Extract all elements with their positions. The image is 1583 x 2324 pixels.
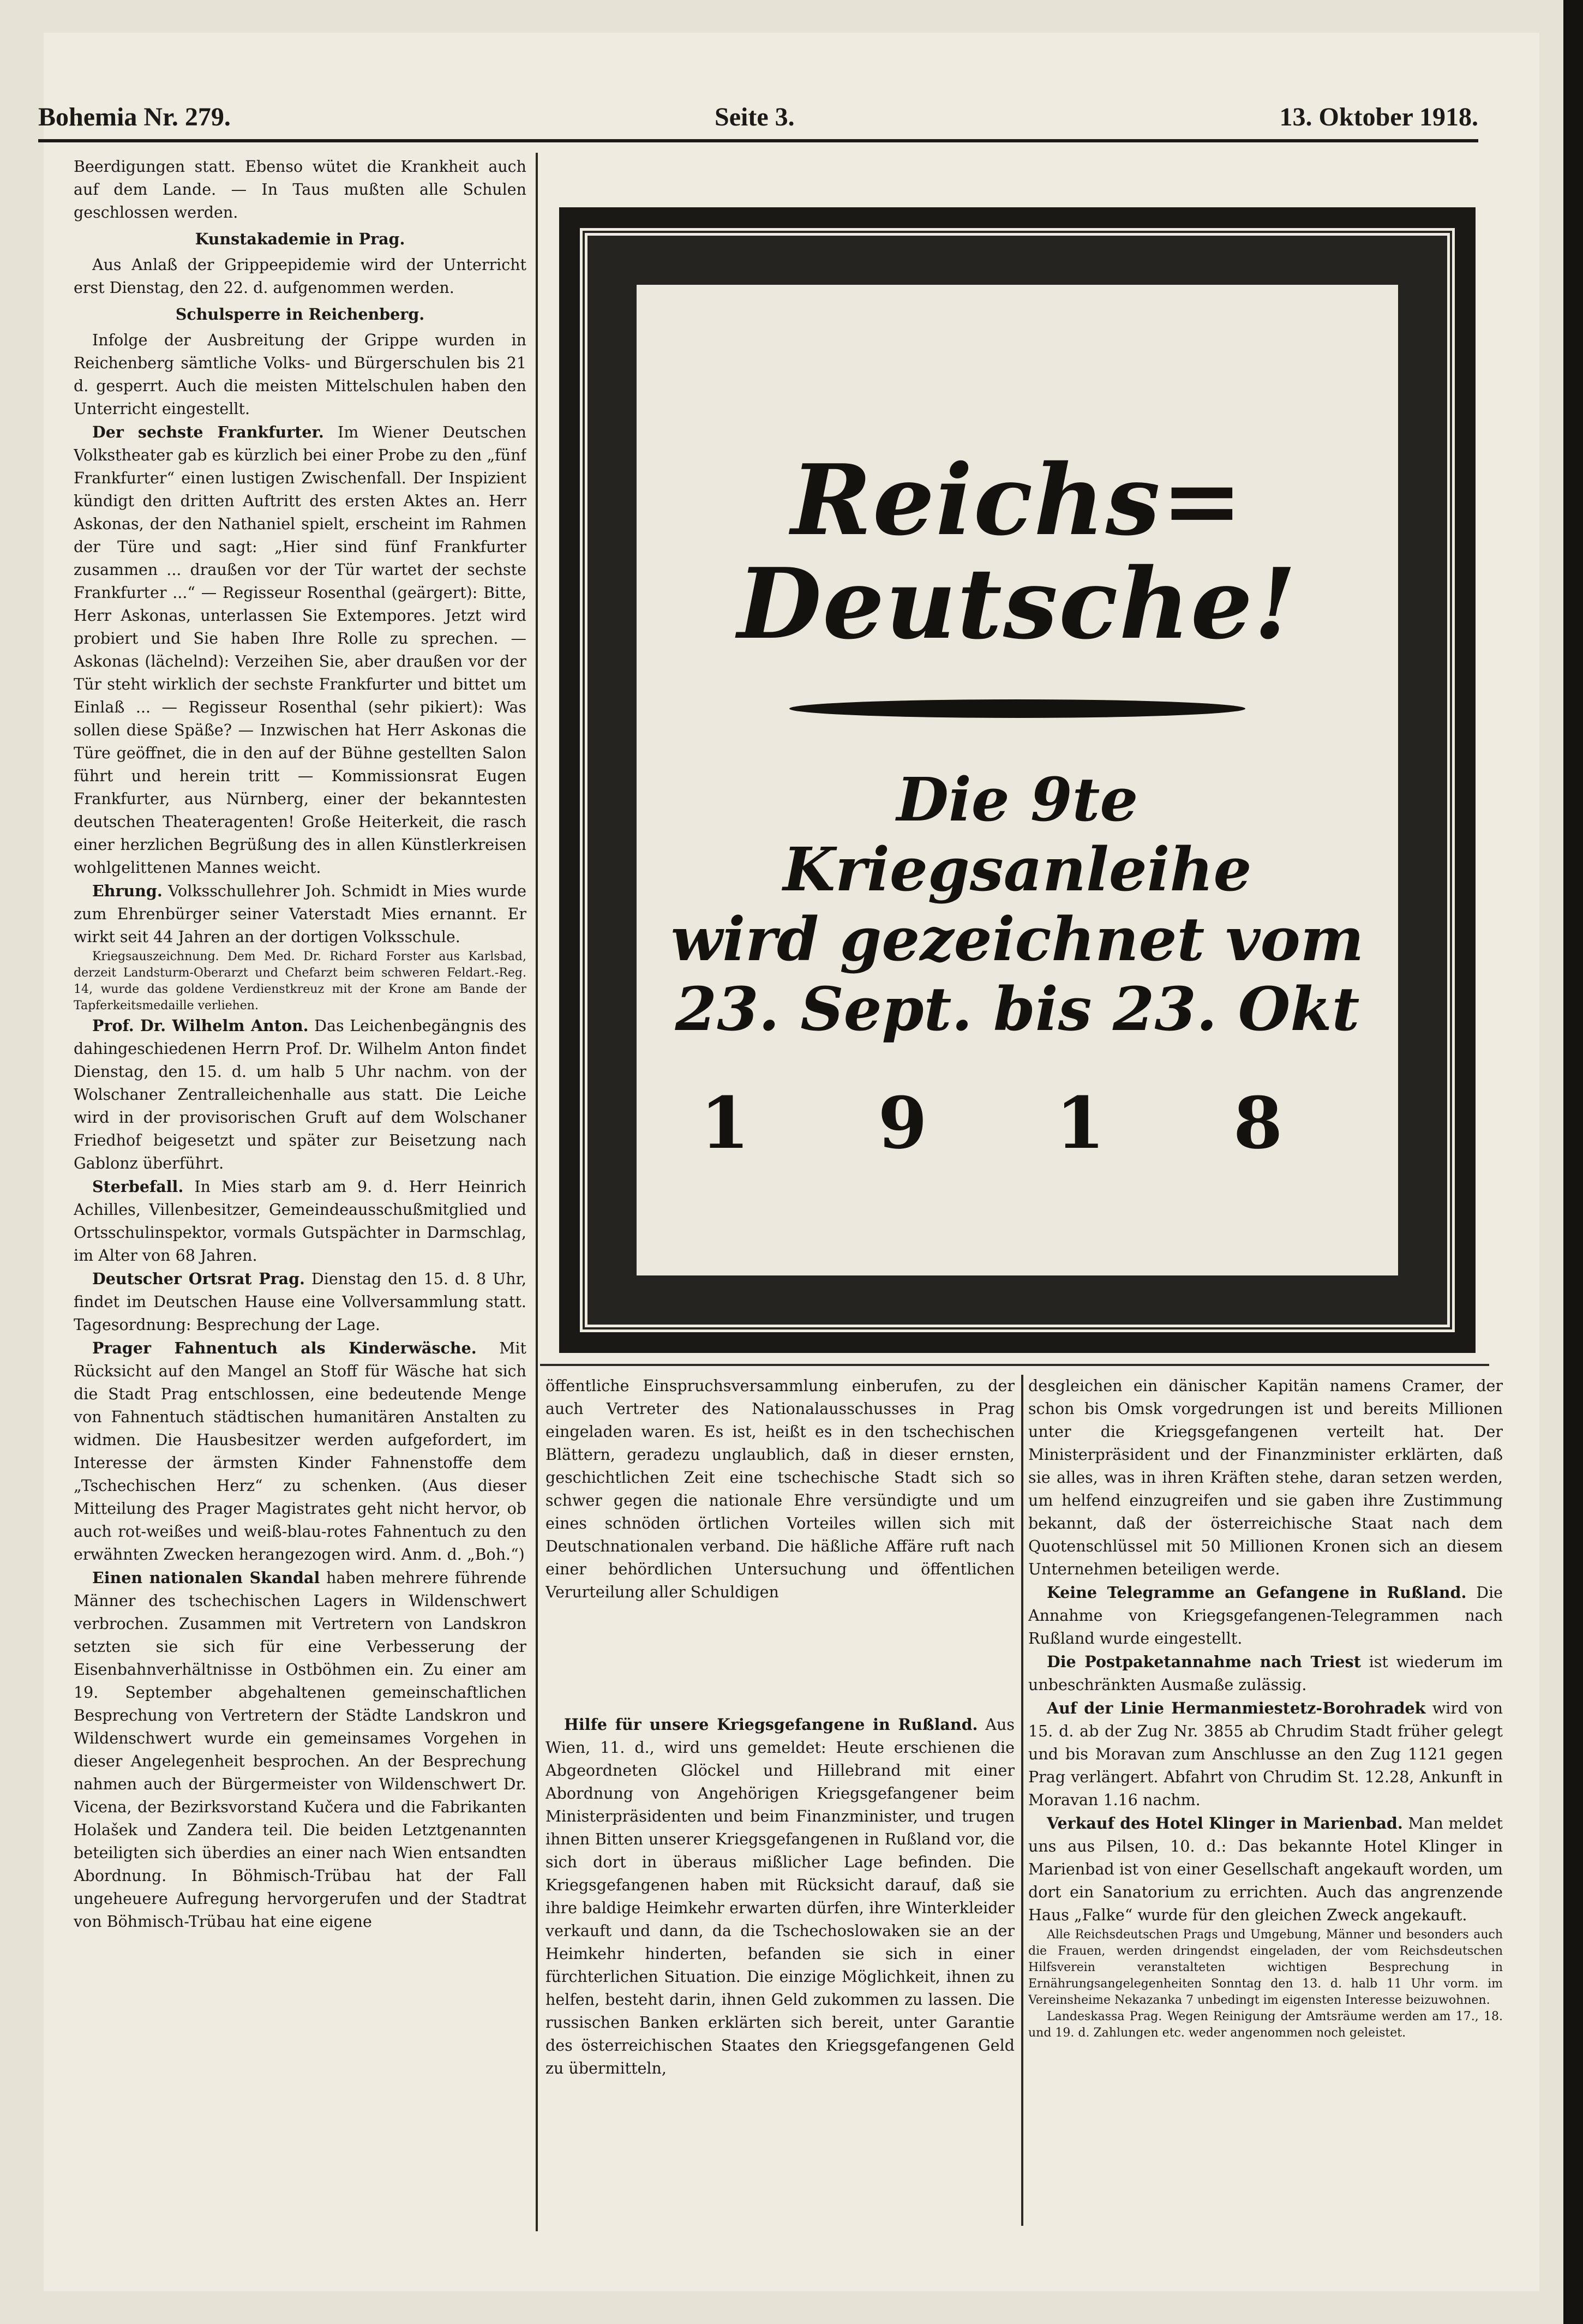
page-header: [38, 95, 1478, 142]
article: [74, 1014, 526, 1175]
article-lead: Prof. Dr. Wilhelm Anton.: [92, 1016, 309, 1035]
article-lead: Auf der Linie Hermanmiestetz-Borohradek: [1047, 1699, 1426, 1717]
article-text: Man meldet uns aus Pilsen, 10. d.: Das bekannte Hotel Klinger in Marienbad ist von einer Gesellschaft angekauft worden, um dort ein Sanatorium zu errichten. Auch das angrenzende Haus „Falke“ wurde für den gleichen Zweck angekauft.: [1028, 1814, 1503, 1924]
ad-subline-line: Die 9te: [896, 764, 1138, 835]
scan-edge: [1563, 0, 1583, 2324]
article-text: Die Annahme von Kriegsgefangenen-Telegrammen nach Rußland wurde eingestellt.: [1028, 1584, 1503, 1648]
article-lead: Die Postpaketannahme nach Triest: [1047, 1652, 1361, 1671]
article: [74, 1566, 526, 1933]
article-text: Im Wiener Deutschen Volkstheater gab es kürzlich bei einer Probe zu den „fünf Frankfurter“ einen lustigen Zwischenfall. Der Inspizient kündigt den dritten Auftritt des ersten Aktes an. Herr Askonas, der den Nathaniel spielt, erscheint im Rahmen der Türe und sagt: „Hier sind fünf Frankfurter zusammen ... draußen vor der Tür wartet der sechste Frankfurter ...“ — Regisseur Rosenthal (geärgert): Bitte, Herr Askonas, unterlassen Sie Extempores. Jetzt wird probiert und Sie haben Ihre Rolle zu sprechen. — Askonas (lächelnd): Verzeihen Sie, aber draußen vor der Tür steht wirklich der sechste Frankfurter und bittet um Einlaß ... — Regisseur Rosenthal (sehr pikiert): Was sollen diese Späße? — Inzwischen hat Herr Askonas die Türe geöffnet, die in den auf der Bühne gestellten Salon führt und herein tritt — Kommissionsrat Eugen Frankfurter, aus Nürnberg, einer der bekanntesten deutschen Theateragenten! Große Heiterkeit, die rasch einer herzlichen Begrüßung des in allen Künstlerkreisen wohlgelittenen Mannes weicht.: [74, 423, 526, 877]
article-lead: Einen nationalen Skandal: [92, 1568, 320, 1587]
article-text: Beerdigungen statt. Ebenso wütet die Krankheit auch auf dem Lande. — In Taus mußten alle Schulen geschlossen werden.: [74, 158, 526, 221]
ad-subline-line: 23. Sept. bis 23. Okt: [675, 974, 1360, 1044]
article: [545, 1713, 1015, 2080]
article-text: wird von 15. d. ab der Zug Nr. 3855 ab Chrudim Stadt früher gelegt und bis Moravan zum Anschlusse an den Zug 1121 gegen Prag verlängert. Abfahrt von Chrudim St. 12.28, Ankunft in Moravan 1.16 nachm.: [1028, 1699, 1503, 1809]
article-lead: Verkauf des Hotel Klinger in Marienbad.: [1047, 1814, 1403, 1832]
ad-subline-line: Kriegsanleihe: [783, 834, 1252, 905]
header-page-number: Seite 3.: [715, 103, 795, 131]
article: [74, 1267, 526, 1337]
column-middle: [545, 1375, 1015, 2226]
ad-headline: [637, 443, 1398, 661]
article-text: Kriegsauszeichnung. Dem Med. Dr. Richard Forster aus Karlsbad, derzeit Landsturm-Oberarzt und Chefarzt beim schweren Feldart.-Reg. 14, wurde das goldene Verdienstkreuz mit der Krone am Bande der Tapferkeitsmedaille verliehen.: [74, 950, 526, 1013]
article-lead: Hilfe für unsere Kriegsgefangene in Rußland.: [564, 1715, 978, 1734]
article: [1028, 1581, 1503, 1650]
article-heading: Schulsperre in Reichenberg.: [175, 305, 425, 324]
ad-panel: [637, 285, 1398, 1275]
article: [1028, 1650, 1503, 1697]
column-rule: [1021, 1375, 1023, 2226]
article: [74, 1175, 526, 1267]
ad-subline-line: wird gezeichnet vom: [670, 904, 1364, 974]
article-lead: Sterbefall.: [92, 1177, 184, 1196]
header-date: 13. Oktober 1918.: [1279, 103, 1478, 131]
article-text: Das Leichenbegängnis des dahingeschiedenen Herrn Prof. Dr. Wilhelm Anton findet Dienstag, den 15. d. um halb 5 Uhr nachm. von der Wolschaner Zentralleichenhalle aus statt. Die Leiche wird in der provisorischen Gruft auf dem Wolschaner Friedhof beigesetzt und später zur Beisetzung nach Gablonz überführt.: [74, 1017, 526, 1172]
ad-headline-line: Reichs=: [791, 443, 1244, 557]
article-text: Mit Rücksicht auf den Mangel an Stoff für Wäsche hat sich die Stadt Prag entschlossen, eine bedeutende Menge von Fahnentuch städtischen humanitären Anstalten zu widmen. Die Hausbesitzer werden aufgefordert, im Interesse der ärmsten Kinder Fahnenstoffe dem „Tschechischen Herz“ zu schenken. (Aus dieser Mitteilung des Prager Magistrates geht nicht hervor, ob auch rot-weißes und weiß-blau-rotes Fahnentuch zu den erwähnten Zwecken herangezogen wird. Anm. d. „Boh.“): [74, 1339, 526, 1564]
article-heading: Kunstakademie in Prag.: [195, 230, 405, 248]
article: [74, 1337, 526, 1566]
article-text: öffentliche Einspruchsversammlung einberufen, zu der auch Vertreter des Nationalausschusses in Prag eingeladen waren. Es ist, heißt es in den tschechischen Blättern, geradezu unglaublich, daß in dieser ernsten, geschichtlichen Zeit eine tschechische Stadt sich so schwer gegen die nationale Ehre versündigte und um eines schnöden örtlichen Vorteiles willen sich mit Deutschnationalen verband. Die häßliche Affäre ruft nach einer behördlichen Untersuchung und öffentlichen Verurteilung aller Schuldigen: [545, 1377, 1015, 1601]
article: [1028, 1697, 1503, 1812]
ad-year: 1 9 1 8: [700, 1081, 1335, 1165]
article-text: Aus Wien, 11. d., wird uns gemeldet: Heute erschienen die Abgeordneten Glöckel und Hillebrand mit einer Abordnung von Angehörigen Kriegsgefangener beim Ministerpräsidenten und beim Finanzminister, und trugen ihnen Bitten unserer Kriegsgefangenen in Rußland vor, die sich dort in überaus mißlicher Lage befinden. Die Kriegsgefangenen haben mit Rücksicht darauf, daß sie ihre baldige Heimkehr erwarten dürfen, ihre Winterkleider verkauft und dann, da die Tschechoslowaken sie an der Heimkehr hinderten, befanden sie sich in einer fürchterlichen Situation. Die einzige Möglichkeit, ihnen zu helfen, besteht darin, ihnen Geld zukommen zu lassen. Die russischen Banken erklärten sich bereit, unter Garantie des österreichischen Staates den Kriegsgefangenen Geld zu übermitteln,: [545, 1716, 1015, 2077]
ad-divider-bar: [789, 699, 1245, 718]
article-text: In Mies starb am 9. d. Herr Heinrich Achilles, Villenbesitzer, Gemeindeausschußmitglied und Ortsschulinspektor, vormals Gutspächter in Darmschlag, im Alter von 68 Jahren.: [74, 1178, 526, 1265]
article-lead: Deutscher Ortsrat Prag.: [92, 1269, 305, 1288]
ad-headline-line: Deutsche!: [737, 547, 1298, 661]
ad-subline: [637, 765, 1398, 1044]
ad-bottom-rule: [540, 1364, 1489, 1366]
column-left: [74, 155, 526, 2239]
war-loan-advertisement: [559, 207, 1476, 1353]
article-lead: Keine Telegramme an Gefangene in Rußland.: [1047, 1583, 1467, 1602]
notice-text: Landeskassa Prag. Wegen Reinigung der Amtsräume werden am 17., 18. und 19. d. Zahlungen etc. weder angenommen noch geleistet.: [1028, 2010, 1503, 2040]
column-gap: [545, 1604, 1015, 1713]
article: [1028, 1812, 1503, 1927]
article-lead: Ehrung.: [92, 882, 163, 900]
article-text: Dienstag den 15. d. 8 Uhr, findet im Deutschen Hause eine Vollversammlung statt. Tagesordnung: Besprechung der Lage.: [74, 1270, 526, 1334]
article-text: ist wiederum im unbeschränkten Ausmaße zulässig.: [1028, 1653, 1503, 1694]
article-lead: Prager Fahnentuch als Kinderwäsche.: [92, 1339, 477, 1357]
ad-frame: [580, 228, 1455, 1332]
article-text: Volksschullehrer Joh. Schmidt in Mies wurde zum Ehrenbürger seiner Vaterstadt Mies ernannt. Er wirkt seit 44 Jahren an der dortigen Volksschule.: [74, 882, 526, 946]
column-rule: [536, 153, 538, 2231]
header-masthead: Bohemia Nr. 279.: [38, 103, 231, 131]
article: [74, 421, 526, 879]
article-text: desgleichen ein dänischer Kapitän namens Cramer, der schon bis Omsk vorgedrungen ist und bereits Millionen unter die Kriegsgefangenen verteilt hat. Der Ministerpräsident und der Finanzminister erklärten, daß sie alles, was in ihren Kräften stehe, daran setzen werden, um helfend einzugreifen und sie gaben ihre Zustimmung bekannt, daß der österreichische Staat nach dem Quotenschlüssel mit 50 Millionen Kronen sich an diesem Unternehmen beteiligen werde.: [1028, 1377, 1503, 1578]
article-text: Infolge der Ausbreitung der Grippe wurden in Reichenberg sämtliche Volks- und Bürgerschulen bis 21 d. gesperrt. Auch die meisten Mittelschulen haben den Unterricht eingestellt.: [74, 331, 526, 418]
article-lead: Der sechste Frankfurter.: [92, 423, 324, 441]
notice-text: Alle Reichsdeutschen Prags und Umgebung, Männer und besonders auch die Frauen, werden dringendst eingeladen, der vom Reichsdeutschen Hilfsverein veranstalteten wichtigen Besprechung in Ernährungsangelegenheiten Sonntag den 13. d. halb 11 Uhr vorm. im Vereinsheime Nekazanka 7 unbedingt im eigensten Interesse beizuwohnen.: [1028, 1928, 1503, 2007]
article-text: Aus Anlaß der Grippeepidemie wird der Unterricht erst Dienstag, den 22. d. aufgenommen werden.: [74, 256, 526, 297]
column-right: [1028, 1375, 1503, 2226]
article-text: haben mehrere führende Männer des tschechischen Lagers in Wildenschwert verbrochen. Zusammen mit Vertretern von Landskron setzten sie sich für eine Verbesserung der Eisenbahnverhältnisse in Ostböhmen ein. Zu einer am 19. September abgehaltenen gemeinschaftlichen Besprechung von Vertretern der Städte Landskron und Wildenschwert wurde ein gemeinsames Vorgehen in dieser Angelegenheit besprochen. An der Besprechung nahmen auch der Bürgermeister von Wildenschwert Dr. Vicena, der Bezirksvorstand Kučera und die Fabrikanten Holašek und Zandera teil. Die beiden Letztgenannten beteiligten sich überdies an einer nach Wien entsandten Abordnung. In Böhmisch-Trübau hat der Fall ungeheuere Aufregung hervorgerufen und der Stadtrat von Böhmisch-Trübau hat eine eigene: [74, 1569, 526, 1931]
article: [74, 879, 526, 949]
